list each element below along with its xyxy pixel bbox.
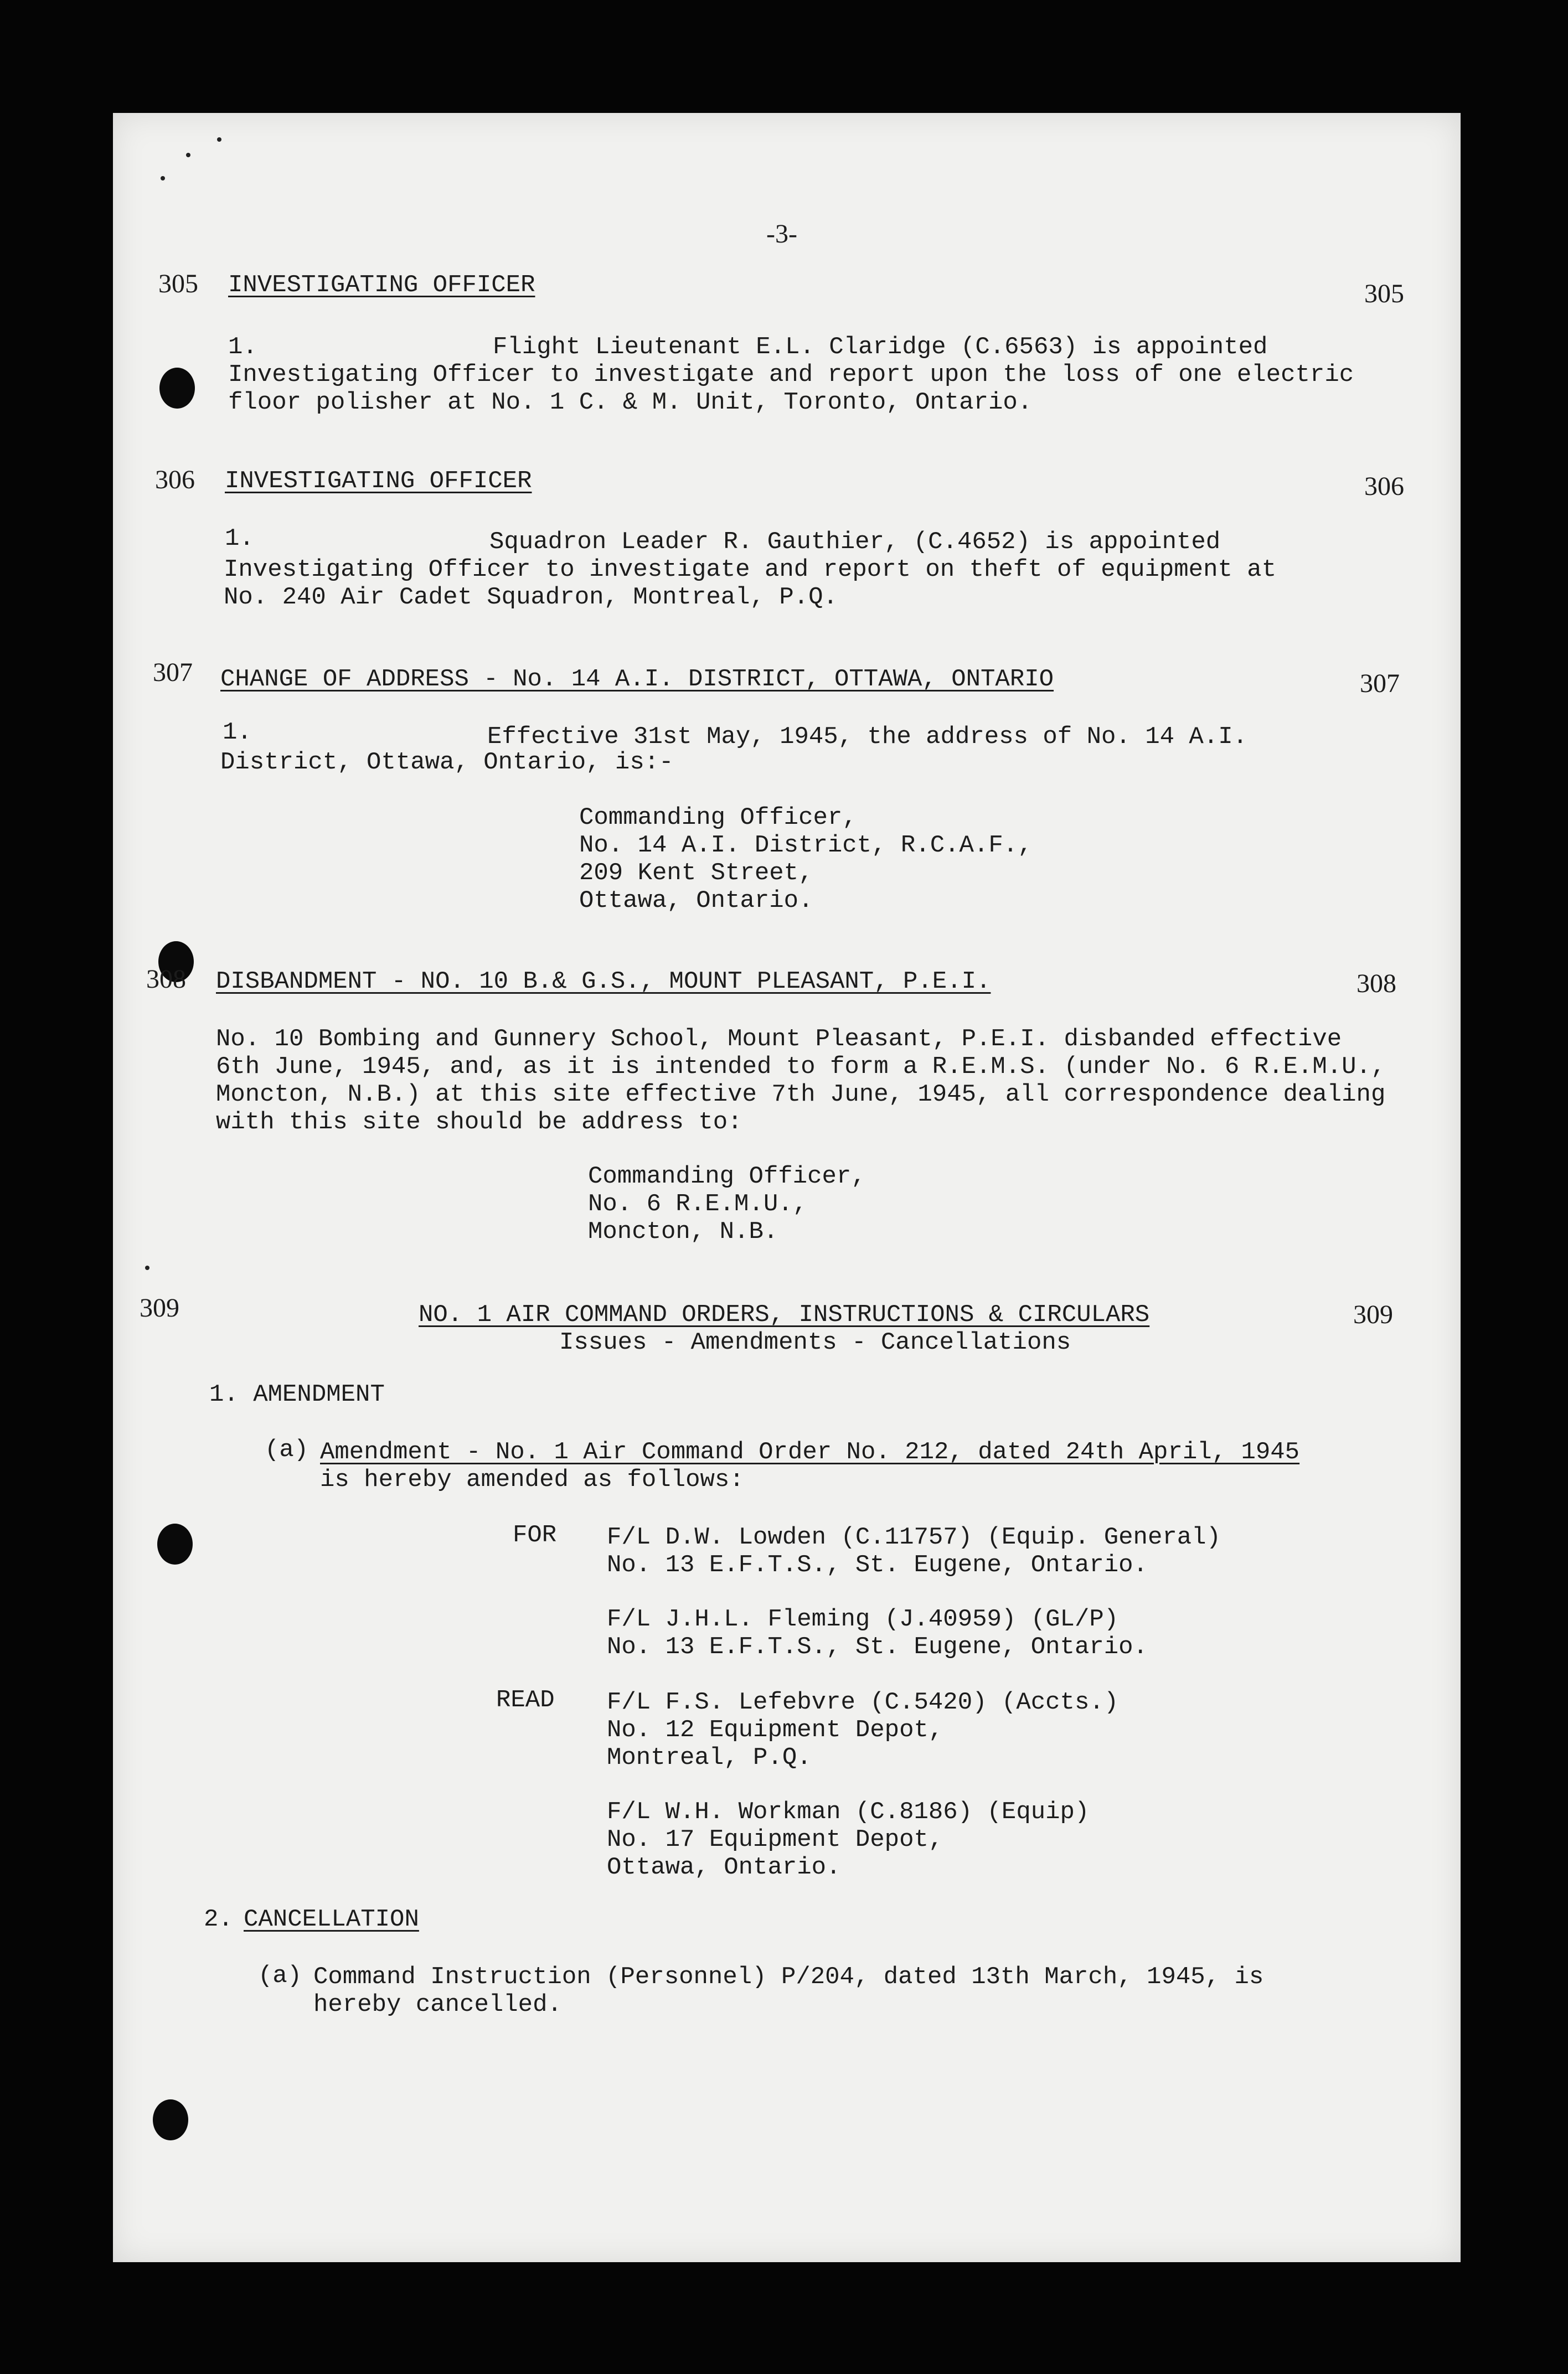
paragraph-line: Moncton, N.B.) at this site effective 7th June, 1945, all correspondence dealing: [216, 1081, 1386, 1108]
address-line: Moncton, N.B.: [588, 1218, 778, 1246]
amendment-label: (a): [265, 1436, 309, 1464]
read-entry-line: No. 17 Equipment Depot,: [607, 1826, 943, 1854]
speck: [145, 1266, 149, 1270]
paragraph-line: Flight Lieutenant E.L. Claridge (C.6563) is appointed: [493, 333, 1268, 361]
amendment-heading: 1. AMENDMENT: [209, 1381, 385, 1408]
address-line: No. 14 A.I. District, R.C.A.F.,: [579, 832, 1033, 859]
address-line: No. 6 R.E.M.U.,: [588, 1190, 808, 1218]
read-entry-line: Montreal, P.Q.: [607, 1744, 812, 1772]
paragraph-line: District, Ottawa, Ontario, is:-: [220, 749, 674, 776]
section-number-right: 309: [1353, 1300, 1393, 1329]
speck: [186, 153, 190, 157]
cancellation-line: hereby cancelled.: [313, 1991, 562, 2019]
cancellation-heading: CANCELLATION: [244, 1906, 419, 1933]
paragraph-line: floor polisher at No. 1 C. & M. Unit, Toronto, Ontario.: [228, 389, 1033, 416]
section-title: DISBANDMENT - NO. 10 B.& G.S., MOUNT PLEASANT, P.E.I.: [216, 968, 991, 995]
read-label: READ: [496, 1686, 555, 1714]
section-subtitle: Issues - Amendments - Cancellations: [559, 1329, 1071, 1356]
section-title: INVESTIGATING OFFICER: [225, 467, 532, 495]
paragraph-line: No. 10 Bombing and Gunnery School, Mount Pleasant, P.E.I. disbanded effective: [216, 1025, 1342, 1053]
paragraph-line: Investigating Officer to investigate and report on theft of equipment at: [224, 556, 1277, 584]
speck: [217, 137, 221, 142]
punch-hole: [159, 368, 195, 409]
for-entry-line: F/L D.W. Lowden (C.11757) (Equip. General): [607, 1524, 1221, 1551]
read-entry-line: Ottawa, Ontario.: [607, 1854, 841, 1881]
section-title: INVESTIGATING OFFICER: [228, 271, 535, 299]
address-line: Commanding Officer,: [588, 1163, 866, 1190]
paragraph-number: 1.: [228, 333, 257, 361]
address-line: Commanding Officer,: [579, 804, 857, 832]
section-number-right: 306: [1364, 472, 1404, 501]
paragraph-line: 6th June, 1945, and, as it is intended to form a R.E.M.S. (under No. 6 R.E.M.U.,: [216, 1053, 1386, 1081]
section-number-right: 305: [1364, 279, 1404, 308]
paragraph-line: No. 240 Air Cadet Squadron, Montreal, P.Q.: [224, 584, 838, 611]
speck: [161, 176, 165, 180]
cancellation-line: Command Instruction (Personnel) P/204, dated 13th March, 1945, is: [313, 1963, 1264, 1991]
section-title: NO. 1 AIR COMMAND ORDERS, INSTRUCTIONS & CIRCULARS: [419, 1301, 1150, 1329]
address-line: Ottawa, Ontario.: [579, 887, 813, 915]
read-entry-line: F/L W.H. Workman (C.8186) (Equip): [607, 1798, 1090, 1826]
section-number-left: 306: [155, 465, 195, 494]
section-number-right: 307: [1360, 669, 1400, 698]
amendment-line: is hereby amended as follows:: [320, 1466, 744, 1494]
section-number-right: 308: [1356, 969, 1396, 998]
for-label: FOR: [513, 1521, 557, 1549]
read-entry-line: F/L F.S. Lefebvre (C.5420) (Accts.): [607, 1689, 1119, 1716]
paragraph-line: Effective 31st May, 1945, the address of No. 14 A.I.: [487, 723, 1248, 751]
cancellation-number: 2.: [204, 1906, 233, 1933]
section-number-left: 305: [158, 269, 198, 298]
paragraph-number: 1.: [225, 525, 254, 553]
address-line: 209 Kent Street,: [579, 859, 813, 887]
for-entry-line: F/L J.H.L. Fleming (J.40959) (GL/P): [607, 1606, 1119, 1633]
for-entry-line: No. 13 E.F.T.S., St. Eugene, Ontario.: [607, 1633, 1148, 1661]
paragraph-number: 1.: [223, 719, 252, 746]
paragraph-line: Investigating Officer to investigate and report upon the loss of one electric: [228, 361, 1354, 389]
paragraph-line: Squadron Leader R. Gauthier, (C.4652) is appointed: [489, 528, 1221, 556]
section-title: CHANGE OF ADDRESS - No. 14 A.I. DISTRICT, OTTAWA, ONTARIO: [220, 665, 1054, 693]
section-number-left: 307: [153, 658, 193, 687]
punch-hole: [157, 1524, 193, 1565]
section-number-left: 308: [146, 964, 186, 994]
cancellation-label: (a): [258, 1962, 302, 1990]
section-number-left: 309: [140, 1293, 179, 1323]
for-entry-line: No. 13 E.F.T.S., St. Eugene, Ontario.: [607, 1551, 1148, 1579]
page-number: -3-: [766, 219, 797, 249]
punch-hole: [153, 2099, 188, 2140]
amendment-title: Amendment - No. 1 Air Command Order No. 212, dated 24th April, 1945: [320, 1438, 1300, 1466]
paragraph-line: with this site should be address to:: [216, 1108, 742, 1136]
read-entry-line: No. 12 Equipment Depot,: [607, 1716, 943, 1744]
